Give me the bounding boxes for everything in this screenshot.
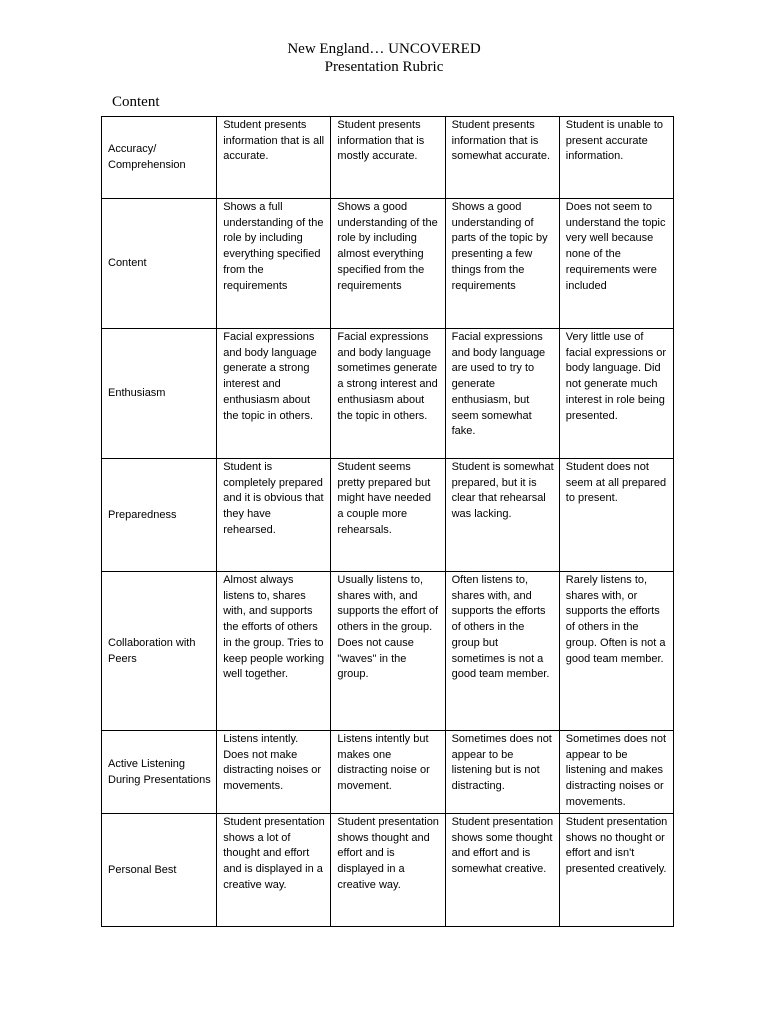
- rubric-cell: Student presents information that is all accurate.: [217, 117, 331, 199]
- criterion-cell: Enthusiasm: [102, 329, 217, 459]
- rubric-cell: Sometimes does not appear to be listening and makes distracting noises or movements.: [559, 731, 673, 814]
- rubric-cell: Student is somewhat prepared, but it is clear that rehearsal was lacking.: [445, 459, 559, 572]
- rubric-cell: Shows a good understanding of parts of the topic by presenting a few things from the requirements: [445, 199, 559, 329]
- rubric-cell: Student does not seem at all prepared to present.: [559, 459, 673, 572]
- rubric-cell: Student presentation shows a lot of thought and effort and is displayed in a creative way.: [217, 814, 331, 927]
- rubric-cell: Sometimes does not appear to be listening but is not distracting.: [445, 731, 559, 814]
- section-label: Content: [112, 94, 160, 110]
- rubric-cell: Listens intently but makes one distracting noise or movement.: [331, 731, 445, 814]
- rubric-cell: Facial expressions and body language generate a strong interest and enthusiasm about the topic in others.: [217, 329, 331, 459]
- rubric-cell: Student seems pretty prepared but might have needed a couple more rehearsals.: [331, 459, 445, 572]
- rubric-row-content: [102, 199, 674, 329]
- document-title: New England… UNCOVERED: [287, 41, 481, 57]
- criterion-cell: Content: [102, 199, 217, 329]
- rubric-cell: Usually listens to, shares with, and supports the effort of others in the group. Does not cause "waves" in the group.: [331, 572, 445, 731]
- rubric-cell: Student presentation shows some thought and effort and is somewhat creative.: [445, 814, 559, 927]
- rubric-table: [101, 116, 674, 927]
- rubric-cell: Student is unable to present accurate information.: [559, 117, 673, 199]
- rubric-cell: Student presents information that is mostly accurate.: [331, 117, 445, 199]
- criterion-cell: Personal Best: [102, 814, 217, 927]
- rubric-cell: Student presentation shows no thought or effort and isn't presented creatively.: [559, 814, 673, 927]
- rubric-row-enthusiasm: [102, 329, 674, 459]
- criterion-cell: Accuracy/ Comprehension: [102, 117, 217, 199]
- rubric-row-personal-best: [102, 814, 674, 927]
- rubric-cell: Listens intently. Does not make distracting noises or movements.: [217, 731, 331, 814]
- criterion-cell: Collaboration with Peers: [102, 572, 217, 731]
- rubric-row-active-listening: [102, 731, 674, 814]
- rubric-cell: Shows a full understanding of the role by including everything specified from the requirements: [217, 199, 331, 329]
- rubric-cell: Almost always listens to, shares with, and supports the efforts of others in the group. Tries to keep people working well together.: [217, 572, 331, 731]
- criterion-cell: Active Listening During Presentations: [102, 731, 217, 814]
- criterion-cell: Preparedness: [102, 459, 217, 572]
- rubric-row-preparedness: [102, 459, 674, 572]
- rubric-cell: Does not seem to understand the topic very well because none of the requirements were included: [559, 199, 673, 329]
- rubric-cell: Student presents information that is somewhat accurate.: [445, 117, 559, 199]
- rubric-cell: Student presentation shows thought and effort and is displayed in a creative way.: [331, 814, 445, 927]
- rubric-cell: Often listens to, shares with, and supports the efforts of others in the group but sometimes is not a good team member.: [445, 572, 559, 731]
- document-title-block: [0, 40, 768, 76]
- rubric-row-accuracy: [102, 117, 674, 199]
- rubric-cell: Shows a good understanding of the role by including almost everything specified from the requirements: [331, 199, 445, 329]
- rubric-row-collaboration: [102, 572, 674, 731]
- document-subtitle: Presentation Rubric: [324, 59, 444, 75]
- rubric-cell: Facial expressions and body language are used to try to generate enthusiasm, but seem somewhat fake.: [445, 329, 559, 459]
- rubric-cell: Facial expressions and body language sometimes generate a strong interest and enthusiasm about the topic in others.: [331, 329, 445, 459]
- rubric-cell: Student is completely prepared and it is obvious that they have rehearsed.: [217, 459, 331, 572]
- rubric-cell: Very little use of facial expressions or body language. Did not generate much interest in role being presented.: [559, 329, 673, 459]
- rubric-cell: Rarely listens to, shares with, or supports the efforts of others in the group. Often is not a good team member.: [559, 572, 673, 731]
